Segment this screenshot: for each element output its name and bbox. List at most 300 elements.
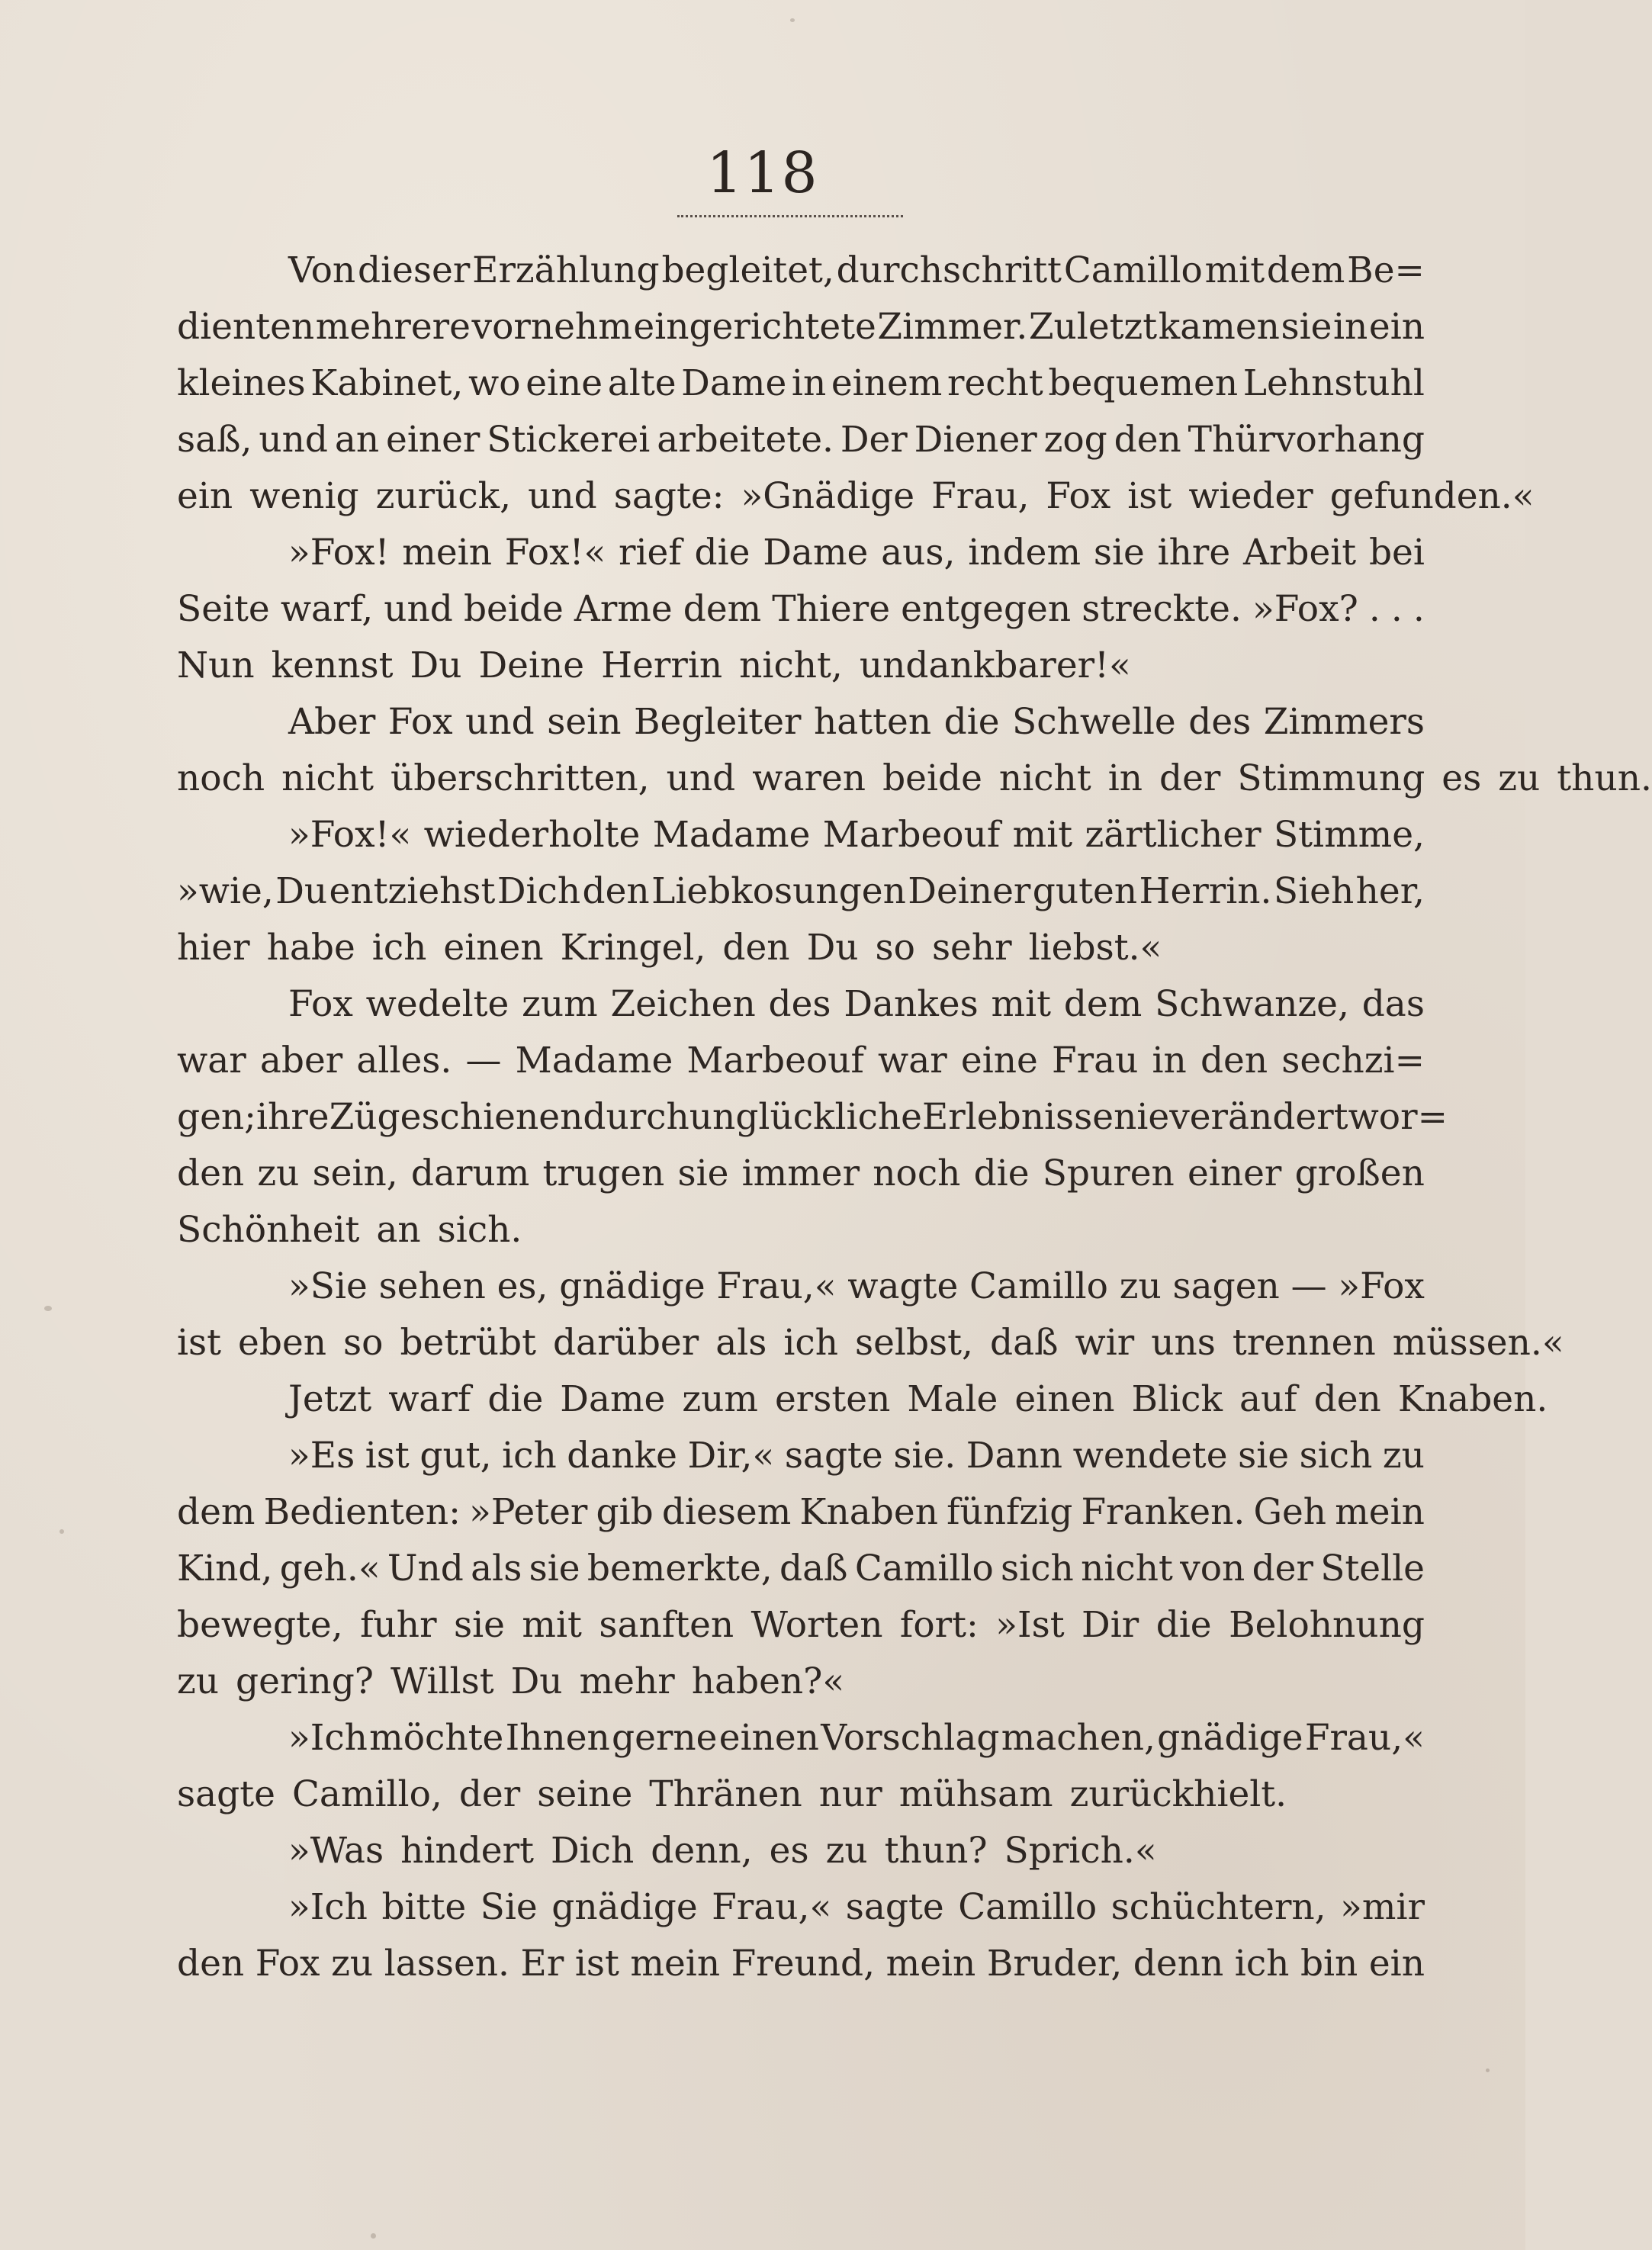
word: Zimmers xyxy=(1263,701,1425,743)
word: müssen.« xyxy=(1392,1322,1564,1364)
word: in xyxy=(1333,306,1368,348)
word: war xyxy=(878,1040,947,1082)
word: saß, xyxy=(177,419,252,461)
word: mehrere xyxy=(315,306,471,348)
word: Kabinet, xyxy=(310,362,464,404)
word: mühsam xyxy=(898,1773,1053,1815)
word: Freund, xyxy=(731,1943,876,1985)
word: denn xyxy=(1133,1943,1224,1985)
text-line xyxy=(177,412,1425,468)
word: ein xyxy=(1368,1943,1425,1985)
word: uns xyxy=(1151,1322,1216,1364)
word: den xyxy=(1114,419,1181,461)
word: mein xyxy=(1335,1491,1425,1533)
text-line xyxy=(177,355,1425,412)
word: als xyxy=(471,1548,522,1589)
word: Blick xyxy=(1131,1378,1223,1420)
text-line xyxy=(177,1823,1425,1879)
word: immer xyxy=(741,1152,860,1194)
word: Thränen xyxy=(649,1773,802,1815)
word: einen xyxy=(718,1717,819,1759)
word: sie xyxy=(1238,1435,1290,1477)
word: seine xyxy=(537,1773,633,1815)
word: ist xyxy=(1127,475,1172,517)
word: den xyxy=(177,1943,245,1985)
word: alles. xyxy=(356,1040,452,1082)
word: eben xyxy=(238,1322,327,1364)
text-line xyxy=(177,694,1425,751)
word: dem xyxy=(1063,983,1143,1025)
text-line xyxy=(177,1484,1425,1541)
word: Belohnung xyxy=(1229,1604,1425,1646)
word: hier xyxy=(177,927,250,969)
word: Von xyxy=(288,249,356,291)
word: her, xyxy=(1355,870,1425,912)
word: Male xyxy=(907,1378,998,1420)
text-line xyxy=(177,468,1535,525)
word: — xyxy=(465,1040,502,1082)
word: Spuren xyxy=(1042,1152,1175,1194)
word: daß xyxy=(990,1322,1059,1364)
word: aber xyxy=(259,1040,343,1082)
word: Erzählung xyxy=(472,249,660,291)
word: recht xyxy=(947,362,1043,404)
word: sie xyxy=(529,1548,580,1589)
word: Stelle xyxy=(1320,1548,1425,1589)
word: Zimmer. xyxy=(877,306,1028,348)
word: wendete xyxy=(1072,1435,1228,1477)
word: mit xyxy=(522,1604,582,1646)
word: ersten xyxy=(774,1378,891,1420)
word: entziehst xyxy=(329,870,496,912)
word: Camillo, xyxy=(291,1773,442,1815)
text-line xyxy=(177,1371,1548,1428)
word: Kind, xyxy=(177,1548,273,1589)
word: Dame xyxy=(763,532,869,574)
word: »Fox xyxy=(1338,1265,1425,1307)
word: Franken. xyxy=(1081,1491,1245,1533)
word: mit xyxy=(1012,814,1073,856)
word: bequemen xyxy=(1048,362,1239,404)
word: so xyxy=(875,927,915,969)
word: Liebkosungen xyxy=(651,870,906,912)
word: als xyxy=(715,1322,767,1364)
word: Frau, xyxy=(931,475,1030,517)
word: sich. xyxy=(437,1209,522,1251)
text-line xyxy=(177,638,1425,694)
word: schienen xyxy=(421,1096,583,1138)
word: Dankes xyxy=(844,983,979,1025)
word: mein xyxy=(630,1943,721,1985)
word: Vorschlag xyxy=(821,1717,1000,1759)
text-line xyxy=(177,1315,1564,1371)
text-line xyxy=(177,920,1425,976)
word: zu xyxy=(177,1660,220,1702)
word: habe xyxy=(266,927,355,969)
word: Erlebnisse xyxy=(921,1096,1114,1138)
word: »Peter xyxy=(469,1491,588,1533)
word: bitte xyxy=(381,1886,467,1928)
word: mein xyxy=(402,532,492,574)
word: verändert xyxy=(1169,1096,1348,1138)
word: . xyxy=(1390,588,1403,630)
word: sehr xyxy=(931,927,1012,969)
word: sechzi= xyxy=(1281,1040,1425,1082)
word: sein xyxy=(547,701,622,743)
word: wieder xyxy=(1188,475,1313,517)
text-line xyxy=(177,863,1425,920)
word: überschritten, xyxy=(390,757,650,799)
word: nicht xyxy=(1081,1548,1173,1589)
word: zog xyxy=(1043,419,1107,461)
word: die xyxy=(487,1378,544,1420)
word: Frau xyxy=(1051,1040,1139,1082)
word: streckte. xyxy=(1082,588,1242,630)
word: eine xyxy=(525,362,603,404)
word: Lehnstuhl xyxy=(1242,362,1425,404)
word: sein, xyxy=(312,1152,398,1194)
word: ich xyxy=(1234,1943,1290,1985)
page-number: 118 xyxy=(706,140,819,206)
text-line xyxy=(177,1202,1425,1258)
word: Frau,« xyxy=(1304,1717,1425,1759)
word: ist xyxy=(365,1435,410,1477)
word: die xyxy=(943,701,1000,743)
word: aus, xyxy=(881,532,956,574)
word: Worten xyxy=(750,1604,883,1646)
word: der xyxy=(1252,1548,1313,1589)
word: selbst, xyxy=(855,1322,973,1364)
paper-speck xyxy=(371,2233,376,2239)
word: gering? xyxy=(236,1660,374,1702)
word: in xyxy=(791,362,827,404)
word: die xyxy=(1155,1604,1212,1646)
word: einer xyxy=(1187,1152,1282,1194)
word: Sprich.« xyxy=(1004,1830,1157,1872)
word: »Ist xyxy=(995,1604,1065,1646)
word: thun. xyxy=(1557,757,1652,799)
word: gnädige xyxy=(551,1886,698,1928)
word: Nun xyxy=(177,644,255,686)
word: den xyxy=(722,927,790,969)
word: gerne xyxy=(612,1717,718,1759)
word: bin xyxy=(1300,1943,1358,1985)
word: die xyxy=(694,532,750,574)
word: nur xyxy=(818,1773,882,1815)
word: es xyxy=(769,1830,809,1872)
word: trugen xyxy=(542,1152,665,1194)
word: Sie xyxy=(480,1886,538,1928)
word: Du xyxy=(275,870,328,912)
word: Fox xyxy=(255,1943,320,1985)
word: waren xyxy=(752,757,866,799)
word: Knaben xyxy=(799,1491,938,1533)
word: danke xyxy=(567,1435,677,1477)
word: unglückliche xyxy=(689,1096,922,1138)
word: diesem xyxy=(661,1491,792,1533)
word: . xyxy=(1413,588,1425,630)
word: Frau,« xyxy=(712,1886,832,1928)
text-line xyxy=(177,1428,1425,1484)
word: ich xyxy=(783,1322,838,1364)
word: »Fox!« xyxy=(288,814,412,856)
paper-speck xyxy=(790,18,795,22)
word: mehr xyxy=(579,1660,675,1702)
word: »wie, xyxy=(177,870,274,912)
word: Herrin xyxy=(601,644,723,686)
word: daß xyxy=(779,1548,848,1589)
word: Schwanze, xyxy=(1155,983,1349,1025)
word: der xyxy=(1159,757,1221,799)
word: möchte xyxy=(369,1717,504,1759)
word: wir xyxy=(1075,1322,1135,1364)
word: sagte xyxy=(177,1773,275,1815)
word: ihre xyxy=(1157,532,1231,574)
word: Dich xyxy=(550,1830,635,1872)
word: Dich xyxy=(497,870,581,912)
word: wedelte xyxy=(365,983,509,1025)
word: denn, xyxy=(651,1830,753,1872)
paper-speck xyxy=(59,1529,64,1534)
word: begleitet, xyxy=(661,249,834,291)
word: sagte xyxy=(784,1435,883,1477)
word: entgegen xyxy=(901,588,1072,630)
word: wiederholte xyxy=(423,814,641,856)
word: gnädige xyxy=(1157,1717,1303,1759)
word: Begleiter xyxy=(633,701,802,743)
word: undankbarer!« xyxy=(859,644,1131,686)
word: gut, xyxy=(419,1435,492,1477)
text-line xyxy=(177,525,1425,581)
word: dieser xyxy=(358,249,471,291)
word: guten xyxy=(1032,870,1138,912)
word: bei xyxy=(1368,532,1425,574)
word: auf xyxy=(1239,1378,1297,1420)
word: und xyxy=(259,419,328,461)
text-line xyxy=(177,1766,1425,1823)
word: zurück, xyxy=(375,475,512,517)
word: geh.« xyxy=(279,1548,381,1589)
word: dem xyxy=(1266,249,1345,291)
word: ich xyxy=(371,927,427,969)
word: . xyxy=(1368,588,1380,630)
word: noch xyxy=(177,757,265,799)
word: Sieh xyxy=(1273,870,1355,912)
word: Be= xyxy=(1347,249,1425,291)
word: gnädige xyxy=(559,1265,705,1307)
word: wenig xyxy=(249,475,359,517)
word: Du xyxy=(410,644,462,686)
text-line xyxy=(177,1089,1448,1146)
word: es, xyxy=(497,1265,548,1307)
word: sie. xyxy=(893,1435,956,1477)
word: fünfzig xyxy=(947,1491,1073,1533)
word: Züge xyxy=(329,1096,422,1138)
word: so xyxy=(343,1322,384,1364)
word: des xyxy=(768,983,831,1025)
word: sie xyxy=(454,1604,505,1646)
word: war xyxy=(177,1040,246,1082)
word: nicht, xyxy=(739,644,843,686)
word: Du xyxy=(806,927,859,969)
text-line xyxy=(177,1258,1425,1315)
word: Kringel, xyxy=(560,927,706,969)
word: dem xyxy=(683,588,762,630)
word: gen; xyxy=(177,1096,257,1138)
word: Zeichen xyxy=(610,983,756,1025)
word: »Was xyxy=(288,1830,384,1872)
word: liebst.« xyxy=(1028,927,1162,969)
word: ihre xyxy=(256,1096,329,1138)
word: wagte xyxy=(847,1265,959,1307)
word: darüber xyxy=(552,1322,699,1364)
word: »Sie xyxy=(288,1265,368,1307)
word: noch xyxy=(873,1152,961,1194)
word: sagte xyxy=(845,1886,944,1928)
word: Camillo xyxy=(1063,249,1203,291)
word: gib xyxy=(596,1491,654,1533)
text-line xyxy=(177,1879,1425,1936)
word: großen xyxy=(1294,1152,1425,1194)
word: zu xyxy=(1382,1435,1425,1477)
text-line xyxy=(177,751,1652,807)
word: lassen. xyxy=(384,1943,509,1985)
body-text xyxy=(177,243,1652,1992)
word: indem xyxy=(968,532,1082,574)
word: Arbeit xyxy=(1242,532,1357,574)
word: bemerkte, xyxy=(587,1548,773,1589)
word: »Fox! xyxy=(288,532,390,574)
word: sanften xyxy=(599,1604,734,1646)
word: zu xyxy=(1119,1265,1162,1307)
word: sie xyxy=(677,1152,729,1194)
word: dem xyxy=(177,1491,256,1533)
text-line xyxy=(177,976,1425,1033)
word: dienten xyxy=(177,306,315,348)
word: die xyxy=(973,1152,1030,1194)
word: wor= xyxy=(1348,1096,1448,1138)
word: zurückhielt. xyxy=(1069,1773,1287,1815)
word: haben?« xyxy=(691,1660,845,1702)
text-line xyxy=(177,1654,1425,1710)
word: Schönheit xyxy=(177,1209,360,1251)
word: ist xyxy=(177,1322,222,1364)
word: wo xyxy=(468,362,521,404)
word: alte xyxy=(607,362,677,404)
word: durchschritt xyxy=(836,249,1062,291)
word: das xyxy=(1361,983,1425,1025)
word: Fox xyxy=(1046,475,1111,517)
word: Fox xyxy=(288,983,353,1025)
word: Fox xyxy=(387,701,453,743)
word: sie xyxy=(1281,306,1332,348)
word: Bruder, xyxy=(986,1943,1123,1985)
text-line xyxy=(177,299,1425,355)
word: sich xyxy=(1001,1548,1074,1589)
text-line xyxy=(177,1597,1425,1654)
word: fuhr xyxy=(360,1604,437,1646)
word: sich xyxy=(1299,1435,1373,1477)
word: vornehm xyxy=(471,306,632,348)
word: zärtlicher xyxy=(1085,814,1261,856)
word: in xyxy=(1152,1040,1187,1082)
word: der xyxy=(458,1773,521,1815)
word: Madame xyxy=(652,814,811,856)
word: zu xyxy=(331,1943,374,1985)
text-line xyxy=(177,1146,1425,1202)
word: den xyxy=(582,870,650,912)
word: sie xyxy=(1093,532,1145,574)
word: in xyxy=(1107,757,1143,799)
word: zu xyxy=(257,1152,300,1194)
word: den xyxy=(1313,1378,1381,1420)
word: fort: xyxy=(899,1604,979,1646)
word: Willst xyxy=(391,1660,494,1702)
word: es xyxy=(1441,757,1482,799)
word: ich xyxy=(502,1435,557,1477)
word: Ihnen xyxy=(505,1717,610,1759)
word: Stimmung xyxy=(1237,757,1425,799)
word: nie xyxy=(1114,1096,1170,1138)
word: einen xyxy=(1014,1378,1115,1420)
word: Dame xyxy=(681,362,787,404)
word: Deine xyxy=(478,644,585,686)
word: — xyxy=(1290,1265,1327,1307)
word: kleines xyxy=(177,362,306,404)
word: Fox!« xyxy=(504,532,606,574)
word: Stickerei xyxy=(487,419,651,461)
word: Dir,« xyxy=(687,1435,775,1477)
paper-speck xyxy=(1486,2068,1490,2072)
word: Aber xyxy=(288,701,376,743)
word: von xyxy=(1180,1548,1245,1589)
word: Jetzt xyxy=(288,1378,372,1420)
word: eine xyxy=(960,1040,1038,1082)
word: zu xyxy=(825,1830,868,1872)
word: »Gnädige xyxy=(741,475,915,517)
word: Dame xyxy=(560,1378,666,1420)
text-line xyxy=(177,243,1425,299)
text-line xyxy=(177,1936,1425,1992)
word: trennen xyxy=(1232,1322,1376,1364)
word: schüchtern, xyxy=(1110,1886,1326,1928)
word: Und xyxy=(387,1548,464,1589)
word: arbeitete. xyxy=(657,419,834,461)
word: zum xyxy=(522,983,598,1025)
word: Geh xyxy=(1253,1491,1327,1533)
word: warf, xyxy=(280,588,374,630)
word: Seite xyxy=(177,588,270,630)
word: Frau,« xyxy=(716,1265,837,1307)
word: den xyxy=(1200,1040,1268,1082)
word: Camillo xyxy=(958,1886,1098,1928)
text-line xyxy=(177,581,1425,638)
word: Knaben. xyxy=(1397,1378,1548,1420)
word: und xyxy=(666,757,736,799)
word: zum xyxy=(682,1378,758,1420)
word: mit xyxy=(1204,249,1265,291)
word: »Es xyxy=(288,1435,355,1477)
word: ein xyxy=(177,475,233,517)
word: betrübt xyxy=(400,1322,536,1364)
word: Du xyxy=(510,1660,563,1702)
word: und xyxy=(465,701,535,743)
word: rief xyxy=(619,532,682,574)
text-line xyxy=(177,1710,1425,1766)
word: sagen xyxy=(1172,1265,1280,1307)
word: ist xyxy=(574,1943,619,1985)
word: sagte: xyxy=(613,475,725,517)
